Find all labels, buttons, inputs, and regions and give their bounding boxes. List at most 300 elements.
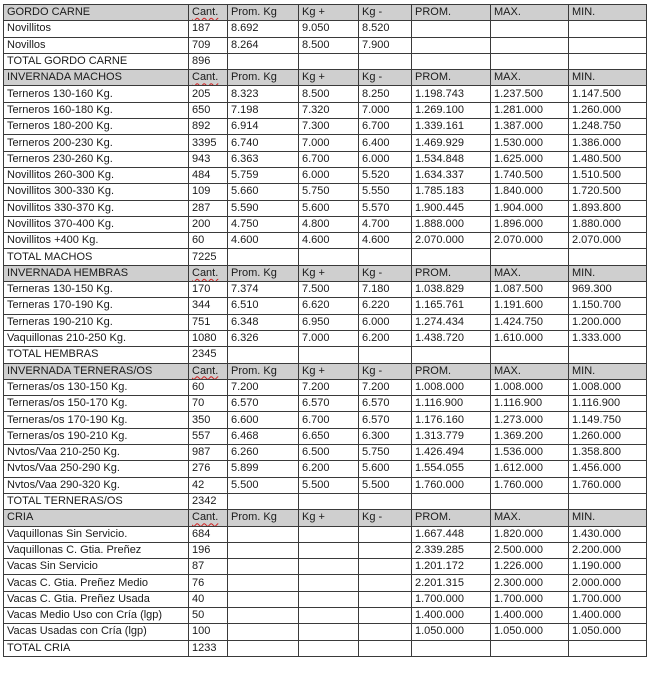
row-category: Novillitos 370-400 Kg. bbox=[4, 216, 189, 232]
table-row bbox=[4, 216, 647, 232]
cell-kg-minus: 5.750 bbox=[359, 445, 412, 461]
column-header-min bbox=[569, 265, 647, 281]
section-header-row bbox=[4, 265, 647, 281]
section-title: CRIA bbox=[4, 510, 189, 526]
row-category: Terneros 230-260 Kg. bbox=[4, 151, 189, 167]
row-category: Vaquillonas Sin Servicio. bbox=[4, 526, 189, 542]
total-row bbox=[4, 493, 647, 509]
cell-prom-kg: 6.914 bbox=[228, 119, 299, 135]
row-category: Terneros 180-200 Kg. bbox=[4, 119, 189, 135]
column-header-label: Kg + bbox=[302, 511, 325, 524]
table-row bbox=[4, 200, 647, 216]
cell-kg-minus: 7.180 bbox=[359, 282, 412, 298]
column-header-label: MAX. bbox=[494, 266, 521, 279]
cell-min: 1.700.000 bbox=[569, 591, 647, 607]
cell-max: 1.820.000 bbox=[491, 526, 569, 542]
column-header-max bbox=[491, 5, 569, 21]
empty-cell bbox=[569, 640, 647, 656]
cell-prom-kg: 6.600 bbox=[228, 412, 299, 428]
table-row bbox=[4, 21, 647, 37]
cell-cant: 170 bbox=[189, 282, 228, 298]
empty-cell bbox=[359, 53, 412, 69]
column-header-prom-kg bbox=[228, 70, 299, 86]
table-row bbox=[4, 86, 647, 102]
cell-prom-kg bbox=[228, 526, 299, 542]
cell-kg-plus bbox=[299, 559, 359, 575]
row-category: Novillitos 260-300 Kg. bbox=[4, 167, 189, 183]
empty-cell bbox=[299, 347, 359, 363]
cell-min: 1.260.000 bbox=[569, 102, 647, 118]
cell-kg-minus: 5.550 bbox=[359, 184, 412, 200]
section-header-row bbox=[4, 5, 647, 21]
cell-prom: 1.269.100 bbox=[412, 102, 491, 118]
cell-kg-minus: 7.900 bbox=[359, 37, 412, 53]
cell-max: 1.008.000 bbox=[491, 379, 569, 395]
table-row bbox=[4, 412, 647, 428]
cell-cant: 557 bbox=[189, 428, 228, 444]
row-category: Terneras 190-210 Kg. bbox=[4, 314, 189, 330]
cell-prom: 1.339.161 bbox=[412, 119, 491, 135]
cell-min: 1.149.750 bbox=[569, 412, 647, 428]
cell-kg-minus: 6.220 bbox=[359, 298, 412, 314]
empty-cell bbox=[359, 640, 412, 656]
column-header-kg-minus bbox=[359, 265, 412, 281]
column-header-label: Kg - bbox=[362, 266, 383, 279]
cell-kg-minus: 6.200 bbox=[359, 330, 412, 346]
cell-kg-plus: 6.570 bbox=[299, 396, 359, 412]
cell-prom: 1.634.337 bbox=[412, 167, 491, 183]
total-cant: 7225 bbox=[189, 249, 228, 265]
cell-prom: 2.070.000 bbox=[412, 233, 491, 249]
cell-kg-plus: 6.620 bbox=[299, 298, 359, 314]
cell-max: 1.740.500 bbox=[491, 167, 569, 183]
column-header-label: MIN. bbox=[572, 71, 596, 84]
cell-kg-plus: 6.950 bbox=[299, 314, 359, 330]
table-row bbox=[4, 461, 647, 477]
empty-cell bbox=[412, 249, 491, 265]
cell-prom: 1.008.000 bbox=[412, 379, 491, 395]
cell-min bbox=[569, 37, 647, 53]
column-header-prom bbox=[412, 510, 491, 526]
cell-prom-kg: 7.374 bbox=[228, 282, 299, 298]
column-header-min bbox=[569, 363, 647, 379]
empty-cell bbox=[491, 249, 569, 265]
cell-kg-plus: 7.200 bbox=[299, 379, 359, 395]
cell-prom-kg: 6.326 bbox=[228, 330, 299, 346]
cell-prom: 1.469.929 bbox=[412, 135, 491, 151]
column-header-label: MAX. bbox=[494, 511, 521, 524]
empty-cell bbox=[228, 640, 299, 656]
price-table-body bbox=[4, 5, 647, 657]
cell-max: 1.400.000 bbox=[491, 607, 569, 623]
column-header-label: MIN. bbox=[572, 266, 596, 279]
cell-kg-minus: 5.570 bbox=[359, 200, 412, 216]
row-category: Nvtos/Vaa 290-320 Kg. bbox=[4, 477, 189, 493]
column-header-label: MAX. bbox=[494, 6, 521, 19]
cell-max: 1.760.000 bbox=[491, 477, 569, 493]
cell-prom-kg: 5.899 bbox=[228, 461, 299, 477]
column-header-label: MAX. bbox=[494, 364, 521, 377]
column-header-label: Kg + bbox=[302, 6, 325, 19]
cell-cant: 684 bbox=[189, 526, 228, 542]
cell-prom: 1.667.448 bbox=[412, 526, 491, 542]
row-category: Vacas C. Gtia. Preñez Usada bbox=[4, 591, 189, 607]
cell-kg-minus: 5.500 bbox=[359, 477, 412, 493]
cell-prom: 1.400.000 bbox=[412, 607, 491, 623]
column-header-label: MIN. bbox=[572, 364, 596, 377]
cell-cant: 60 bbox=[189, 379, 228, 395]
total-label: TOTAL HEMBRAS bbox=[4, 347, 189, 363]
row-category: Terneras 170-190 Kg. bbox=[4, 298, 189, 314]
cell-cant: 484 bbox=[189, 167, 228, 183]
cell-min: 2.070.000 bbox=[569, 233, 647, 249]
column-header-label: PROM. bbox=[415, 71, 452, 84]
column-header-label: Kg - bbox=[362, 71, 383, 84]
cell-max: 1.116.900 bbox=[491, 396, 569, 412]
column-header-label: PROM. bbox=[415, 364, 452, 377]
cell-cant: 709 bbox=[189, 37, 228, 53]
column-header-prom-kg bbox=[228, 363, 299, 379]
table-row bbox=[4, 445, 647, 461]
cell-min: 1.358.800 bbox=[569, 445, 647, 461]
table-row bbox=[4, 396, 647, 412]
table-row bbox=[4, 233, 647, 249]
table-row bbox=[4, 428, 647, 444]
row-category: Terneras/os 170-190 Kg. bbox=[4, 412, 189, 428]
cell-kg-minus: 6.000 bbox=[359, 314, 412, 330]
cell-max: 2.500.000 bbox=[491, 542, 569, 558]
column-header-label: MIN. bbox=[572, 6, 596, 19]
cell-max: 1.387.000 bbox=[491, 119, 569, 135]
cell-min: 1.050.000 bbox=[569, 624, 647, 640]
cell-kg-minus: 6.570 bbox=[359, 396, 412, 412]
cell-max: 1.896.000 bbox=[491, 216, 569, 232]
cell-cant: 196 bbox=[189, 542, 228, 558]
table-row bbox=[4, 477, 647, 493]
row-category: Nvtos/Vaa 250-290 Kg. bbox=[4, 461, 189, 477]
cell-max: 1.612.000 bbox=[491, 461, 569, 477]
column-header-label: Prom. Kg bbox=[231, 364, 277, 377]
cell-cant: 287 bbox=[189, 200, 228, 216]
column-header-label: PROM. bbox=[415, 6, 452, 19]
cell-max: 1.530.000 bbox=[491, 135, 569, 151]
cell-max: 1.281.000 bbox=[491, 102, 569, 118]
cell-cant: 187 bbox=[189, 21, 228, 37]
cell-kg-plus bbox=[299, 575, 359, 591]
section-header-row bbox=[4, 510, 647, 526]
cell-min: 1.400.000 bbox=[569, 607, 647, 623]
column-header-max bbox=[491, 265, 569, 281]
empty-cell bbox=[359, 249, 412, 265]
cell-min: 1.480.500 bbox=[569, 151, 647, 167]
cell-prom: 1.116.900 bbox=[412, 396, 491, 412]
total-label: TOTAL CRIA bbox=[4, 640, 189, 656]
table-row bbox=[4, 37, 647, 53]
table-row bbox=[4, 526, 647, 542]
cell-max: 1.536.000 bbox=[491, 445, 569, 461]
cell-min: 2.000.000 bbox=[569, 575, 647, 591]
section-title: INVERNADA HEMBRAS bbox=[4, 265, 189, 281]
table-row bbox=[4, 151, 647, 167]
cell-kg-plus bbox=[299, 526, 359, 542]
cell-cant: 751 bbox=[189, 314, 228, 330]
cell-max: 1.237.500 bbox=[491, 86, 569, 102]
empty-cell bbox=[228, 493, 299, 509]
cell-max: 1.700.000 bbox=[491, 591, 569, 607]
cell-cant: 87 bbox=[189, 559, 228, 575]
cell-min: 1.760.000 bbox=[569, 477, 647, 493]
row-category: Terneras/os 190-210 Kg. bbox=[4, 428, 189, 444]
row-category: Vacas Medio Uso con Cría (lgp) bbox=[4, 607, 189, 623]
column-header-label: Cant. bbox=[192, 511, 219, 524]
cell-cant: 100 bbox=[189, 624, 228, 640]
row-category: Novillos bbox=[4, 37, 189, 53]
column-header-min bbox=[569, 510, 647, 526]
price-table bbox=[3, 4, 647, 657]
cell-prom-kg: 6.363 bbox=[228, 151, 299, 167]
column-header-kg-plus bbox=[299, 265, 359, 281]
cell-kg-minus: 7.000 bbox=[359, 102, 412, 118]
table-row bbox=[4, 282, 647, 298]
total-row bbox=[4, 347, 647, 363]
empty-cell bbox=[412, 347, 491, 363]
empty-cell bbox=[228, 53, 299, 69]
total-cant: 896 bbox=[189, 53, 228, 69]
column-header-label: Kg - bbox=[362, 6, 383, 19]
column-header-label: PROM. bbox=[415, 266, 452, 279]
column-header-label: Cant. bbox=[192, 266, 219, 279]
cell-kg-minus bbox=[359, 624, 412, 640]
column-header-kg-plus bbox=[299, 70, 359, 86]
cell-prom-kg: 8.692 bbox=[228, 21, 299, 37]
cell-max: 2.070.000 bbox=[491, 233, 569, 249]
column-header-kg-minus bbox=[359, 363, 412, 379]
cell-min: 1.430.000 bbox=[569, 526, 647, 542]
table-row bbox=[4, 167, 647, 183]
column-header-cant bbox=[189, 265, 228, 281]
cell-kg-minus bbox=[359, 575, 412, 591]
column-header-cant bbox=[189, 510, 228, 526]
empty-cell bbox=[569, 53, 647, 69]
cell-kg-minus: 6.300 bbox=[359, 428, 412, 444]
total-label: TOTAL MACHOS bbox=[4, 249, 189, 265]
cell-kg-plus: 5.750 bbox=[299, 184, 359, 200]
cell-kg-minus: 4.700 bbox=[359, 216, 412, 232]
cell-prom-kg: 6.510 bbox=[228, 298, 299, 314]
cell-min: 1.147.500 bbox=[569, 86, 647, 102]
cell-prom-kg: 5.759 bbox=[228, 167, 299, 183]
section-header-row bbox=[4, 363, 647, 379]
column-header-prom-kg bbox=[228, 265, 299, 281]
row-category: Nvtos/Vaa 210-250 Kg. bbox=[4, 445, 189, 461]
column-header-kg-minus bbox=[359, 5, 412, 21]
cell-prom-kg: 4.750 bbox=[228, 216, 299, 232]
cell-prom: 1.313.779 bbox=[412, 428, 491, 444]
row-category: Vacas Usadas con Cría (lgp) bbox=[4, 624, 189, 640]
cell-kg-minus: 6.000 bbox=[359, 151, 412, 167]
column-header-kg-plus bbox=[299, 5, 359, 21]
column-header-kg-plus bbox=[299, 510, 359, 526]
cell-cant: 76 bbox=[189, 575, 228, 591]
table-row bbox=[4, 624, 647, 640]
cell-max: 1.840.000 bbox=[491, 184, 569, 200]
cell-kg-minus bbox=[359, 607, 412, 623]
row-category: Novillitos bbox=[4, 21, 189, 37]
cell-max: 1.369.200 bbox=[491, 428, 569, 444]
cell-max: 1.424.750 bbox=[491, 314, 569, 330]
cell-prom-kg: 5.660 bbox=[228, 184, 299, 200]
cell-prom: 1.785.183 bbox=[412, 184, 491, 200]
cell-kg-plus: 6.700 bbox=[299, 151, 359, 167]
table-row bbox=[4, 330, 647, 346]
cell-kg-minus: 5.600 bbox=[359, 461, 412, 477]
cell-min bbox=[569, 21, 647, 37]
cell-prom-kg: 8.264 bbox=[228, 37, 299, 53]
total-row bbox=[4, 249, 647, 265]
table-row bbox=[4, 591, 647, 607]
cell-min: 1.456.000 bbox=[569, 461, 647, 477]
column-header-prom bbox=[412, 363, 491, 379]
empty-cell bbox=[299, 640, 359, 656]
row-category: Vaquillonas 210-250 Kg. bbox=[4, 330, 189, 346]
cell-kg-plus: 7.000 bbox=[299, 135, 359, 151]
column-header-prom-kg bbox=[228, 5, 299, 21]
total-row bbox=[4, 640, 647, 656]
cell-cant: 943 bbox=[189, 151, 228, 167]
cell-max bbox=[491, 21, 569, 37]
section-title: INVERNADA TERNERAS/OS bbox=[4, 363, 189, 379]
column-header-label: Cant. bbox=[192, 364, 219, 377]
cell-prom: 1.165.761 bbox=[412, 298, 491, 314]
row-category: Vacas Sin Servicio bbox=[4, 559, 189, 575]
cell-max: 1.625.000 bbox=[491, 151, 569, 167]
cell-kg-minus: 6.570 bbox=[359, 412, 412, 428]
empty-cell bbox=[359, 493, 412, 509]
column-header-label: Prom. Kg bbox=[231, 6, 277, 19]
cell-prom: 1.554.055 bbox=[412, 461, 491, 477]
cell-min: 1.510.500 bbox=[569, 167, 647, 183]
cell-cant: 70 bbox=[189, 396, 228, 412]
cell-prom-kg: 7.200 bbox=[228, 379, 299, 395]
cell-kg-plus: 7.320 bbox=[299, 102, 359, 118]
cell-max: 1.610.000 bbox=[491, 330, 569, 346]
cell-prom-kg: 6.260 bbox=[228, 445, 299, 461]
cell-min: 2.200.000 bbox=[569, 542, 647, 558]
column-header-kg-minus bbox=[359, 510, 412, 526]
cell-min: 1.116.900 bbox=[569, 396, 647, 412]
livestock-price-report bbox=[3, 4, 647, 657]
total-row bbox=[4, 53, 647, 69]
cell-min: 1.200.000 bbox=[569, 314, 647, 330]
row-category: Vacas C. Gtia. Preñez Medio bbox=[4, 575, 189, 591]
column-header-label: Kg - bbox=[362, 511, 383, 524]
section-header-row bbox=[4, 70, 647, 86]
row-category: Terneros 200-230 Kg. bbox=[4, 135, 189, 151]
empty-cell bbox=[569, 493, 647, 509]
column-header-kg-plus bbox=[299, 363, 359, 379]
column-header-label: Prom. Kg bbox=[231, 71, 277, 84]
column-header-max bbox=[491, 510, 569, 526]
cell-kg-minus bbox=[359, 542, 412, 558]
cell-kg-plus: 7.300 bbox=[299, 119, 359, 135]
total-label: TOTAL TERNERAS/OS bbox=[4, 493, 189, 509]
empty-cell bbox=[491, 493, 569, 509]
cell-prom-kg: 8.323 bbox=[228, 86, 299, 102]
cell-cant: 200 bbox=[189, 216, 228, 232]
row-category: Terneras 130-150 Kg. bbox=[4, 282, 189, 298]
column-header-label: Cant. bbox=[192, 6, 219, 19]
cell-max: 1.273.000 bbox=[491, 412, 569, 428]
cell-prom-kg: 6.468 bbox=[228, 428, 299, 444]
cell-cant: 344 bbox=[189, 298, 228, 314]
column-header-max bbox=[491, 363, 569, 379]
cell-min: 1.720.500 bbox=[569, 184, 647, 200]
cell-min: 1.260.000 bbox=[569, 428, 647, 444]
cell-max: 1.087.500 bbox=[491, 282, 569, 298]
column-header-prom-kg bbox=[228, 510, 299, 526]
cell-kg-plus: 6.500 bbox=[299, 445, 359, 461]
column-header-label: Prom. Kg bbox=[231, 511, 277, 524]
column-header-cant bbox=[189, 5, 228, 21]
cell-kg-plus: 6.650 bbox=[299, 428, 359, 444]
cell-prom: 2.201.315 bbox=[412, 575, 491, 591]
cell-prom-kg: 5.500 bbox=[228, 477, 299, 493]
cell-min: 1.190.000 bbox=[569, 559, 647, 575]
column-header-label: MIN. bbox=[572, 511, 596, 524]
empty-cell bbox=[569, 249, 647, 265]
cell-cant: 205 bbox=[189, 86, 228, 102]
cell-kg-plus: 5.500 bbox=[299, 477, 359, 493]
cell-kg-minus: 5.520 bbox=[359, 167, 412, 183]
table-row bbox=[4, 314, 647, 330]
cell-min: 1.893.800 bbox=[569, 200, 647, 216]
total-label: TOTAL GORDO CARNE bbox=[4, 53, 189, 69]
cell-prom-kg: 5.590 bbox=[228, 200, 299, 216]
cell-prom-kg: 6.740 bbox=[228, 135, 299, 151]
column-header-label: Cant. bbox=[192, 71, 219, 84]
cell-kg-plus: 6.200 bbox=[299, 461, 359, 477]
column-header-cant bbox=[189, 363, 228, 379]
cell-kg-plus bbox=[299, 542, 359, 558]
cell-kg-plus: 7.500 bbox=[299, 282, 359, 298]
empty-cell bbox=[569, 347, 647, 363]
table-row bbox=[4, 575, 647, 591]
cell-kg-plus: 5.600 bbox=[299, 200, 359, 216]
cell-kg-minus: 4.600 bbox=[359, 233, 412, 249]
cell-prom-kg bbox=[228, 607, 299, 623]
table-row bbox=[4, 542, 647, 558]
cell-prom: 1.900.445 bbox=[412, 200, 491, 216]
cell-min: 1.880.000 bbox=[569, 216, 647, 232]
column-header-label: PROM. bbox=[415, 511, 452, 524]
column-header-min bbox=[569, 5, 647, 21]
cell-prom-kg bbox=[228, 591, 299, 607]
cell-prom: 1.274.434 bbox=[412, 314, 491, 330]
empty-cell bbox=[491, 640, 569, 656]
column-header-kg-minus bbox=[359, 70, 412, 86]
column-header-label: Kg - bbox=[362, 364, 383, 377]
cell-cant: 3395 bbox=[189, 135, 228, 151]
cell-kg-plus: 6.700 bbox=[299, 412, 359, 428]
cell-cant: 987 bbox=[189, 445, 228, 461]
cell-kg-plus: 8.500 bbox=[299, 37, 359, 53]
row-category: Terneras/os 130-150 Kg. bbox=[4, 379, 189, 395]
cell-max bbox=[491, 37, 569, 53]
row-category: Novillitos 300-330 Kg. bbox=[4, 184, 189, 200]
column-header-label: MAX. bbox=[494, 71, 521, 84]
cell-prom: 1.534.848 bbox=[412, 151, 491, 167]
empty-cell bbox=[412, 53, 491, 69]
